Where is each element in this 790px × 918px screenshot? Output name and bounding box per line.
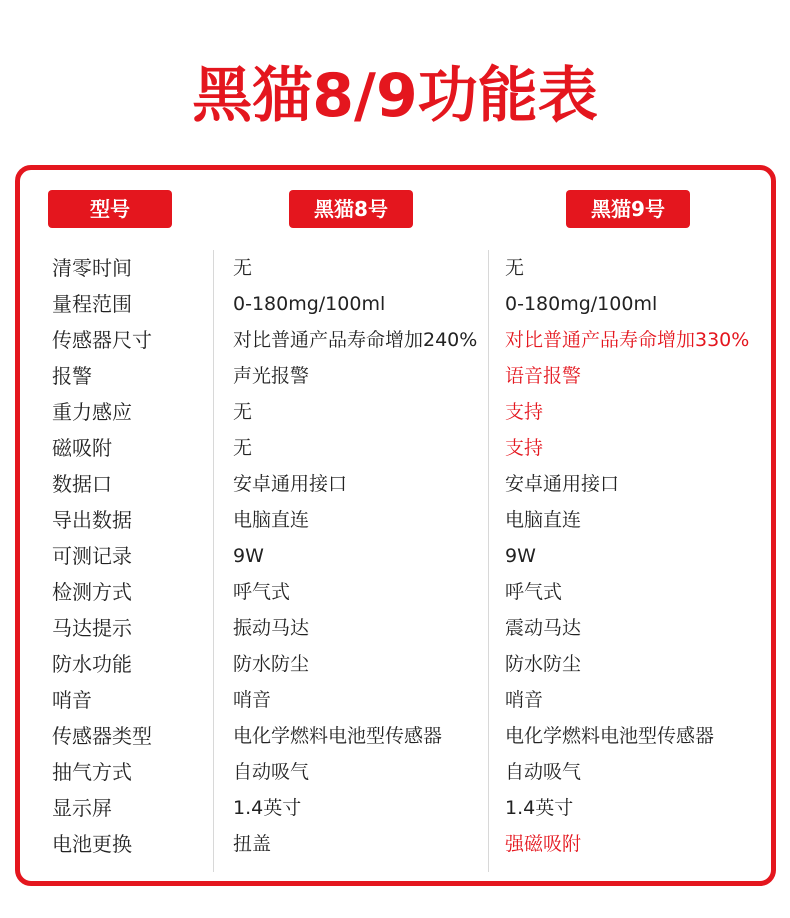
cat8-value: 声光报警 <box>233 365 310 387</box>
feature-label: 导出数据 <box>52 508 132 532</box>
cat9-value: 电脑直连 <box>505 509 582 531</box>
table-row <box>0 646 790 682</box>
table-row <box>0 250 790 286</box>
cat9-value: 无 <box>505 257 525 279</box>
table-row <box>0 358 790 394</box>
feature-label: 马达提示 <box>52 616 132 640</box>
cat8-value: 电化学燃料电池型传感器 <box>233 725 443 747</box>
cat8-value: 电脑直连 <box>233 509 310 531</box>
feature-label: 报警 <box>52 364 92 388</box>
table-row <box>0 322 790 358</box>
feature-label: 防水功能 <box>52 652 132 676</box>
cat9-value: 0-180mg/100ml <box>505 293 658 315</box>
cat8-value: 无 <box>233 257 253 279</box>
table-row <box>0 574 790 610</box>
cat8-value: 振动马达 <box>233 617 310 639</box>
table-row <box>0 538 790 574</box>
cat9-value: 防水防尘 <box>505 653 582 675</box>
table-row <box>0 394 790 430</box>
cat9-value: 支持 <box>505 437 544 459</box>
cat9-value: 1.4英寸 <box>505 797 574 819</box>
feature-label: 数据口 <box>52 472 112 496</box>
feature-label: 清零时间 <box>52 256 132 280</box>
cat9-value: 呼气式 <box>505 581 563 603</box>
feature-label: 抽气方式 <box>52 760 132 784</box>
cat8-value: 9W <box>233 545 264 567</box>
cat9-value: 9W <box>505 545 536 567</box>
feature-label: 电池更换 <box>52 832 132 856</box>
cat9-value: 哨音 <box>505 689 544 711</box>
feature-label: 重力感应 <box>52 400 132 424</box>
feature-label: 量程范围 <box>52 292 132 316</box>
cat9-value: 震动马达 <box>505 617 582 639</box>
cat9-value: 自动吸气 <box>505 761 582 783</box>
table-row <box>0 502 790 538</box>
cat9-value: 电化学燃料电池型传感器 <box>505 725 715 747</box>
cat8-value: 呼气式 <box>233 581 291 603</box>
cat8-value: 0-180mg/100ml <box>233 293 386 315</box>
feature-label: 哨音 <box>52 688 92 712</box>
table-row <box>0 826 790 862</box>
cat8-value: 自动吸气 <box>233 761 310 783</box>
header-cat8: 黑猫8号 <box>289 190 413 228</box>
cat8-value: 扭盖 <box>233 833 272 855</box>
feature-label: 检测方式 <box>52 580 132 604</box>
table-row <box>0 610 790 646</box>
cat8-value: 无 <box>233 401 253 423</box>
cat8-value: 防水防尘 <box>233 653 310 675</box>
table-row <box>0 430 790 466</box>
feature-label: 可测记录 <box>52 544 132 568</box>
table-row <box>0 790 790 826</box>
feature-label: 传感器尺寸 <box>52 328 152 352</box>
cat9-value: 强磁吸附 <box>505 833 582 855</box>
cat8-value: 1.4英寸 <box>233 797 302 819</box>
table-row <box>0 286 790 322</box>
table-row <box>0 466 790 502</box>
header-model: 型号 <box>48 190 172 228</box>
table-row <box>0 718 790 754</box>
feature-rows <box>0 250 790 862</box>
cat9-value: 安卓通用接口 <box>505 473 620 495</box>
feature-label: 传感器类型 <box>52 724 152 748</box>
cat8-value: 安卓通用接口 <box>233 473 348 495</box>
feature-label: 显示屏 <box>52 796 112 820</box>
table-row <box>0 682 790 718</box>
cat8-value: 无 <box>233 437 253 459</box>
cat8-value: 哨音 <box>233 689 272 711</box>
table-row <box>0 754 790 790</box>
cat8-value: 对比普通产品寿命增加240% <box>233 329 478 351</box>
cat9-value: 语音报警 <box>505 365 582 387</box>
page-title: 黑猫8/9功能表 <box>192 61 598 131</box>
header-cat9: 黑猫9号 <box>566 190 690 228</box>
cat9-value: 对比普通产品寿命增加330% <box>505 329 750 351</box>
cat9-value: 支持 <box>505 401 544 423</box>
feature-label: 磁吸附 <box>52 436 112 460</box>
